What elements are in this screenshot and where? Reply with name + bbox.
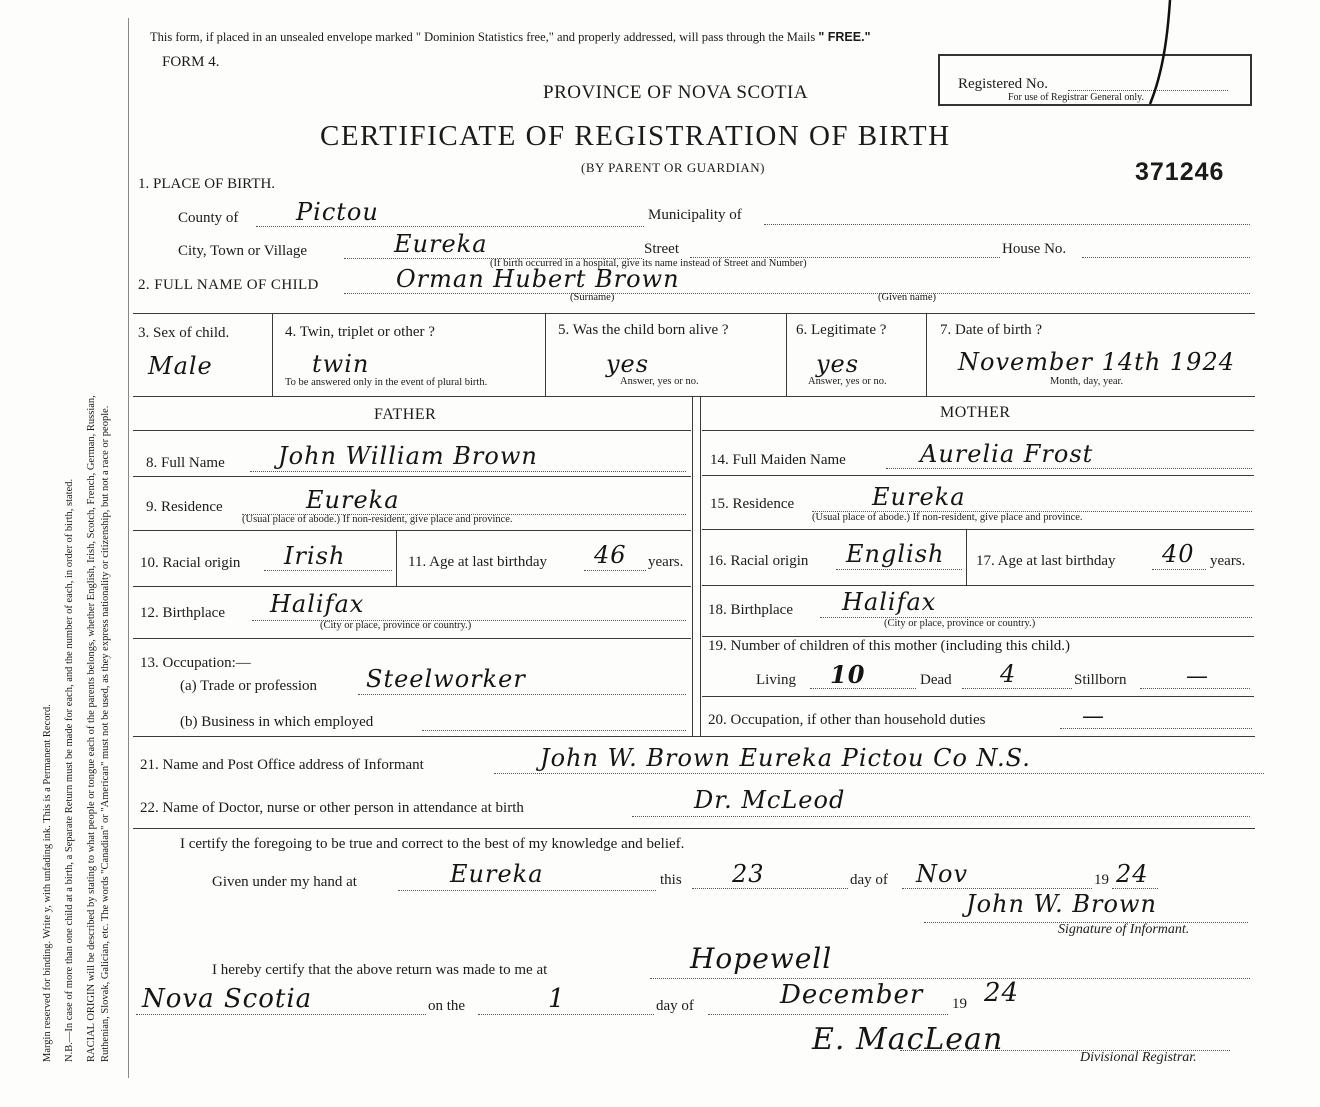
parents-bottom-rule [133, 736, 1255, 737]
legitimate-value: yes [816, 350, 860, 378]
registrar-province-value: Nova Scotia [142, 984, 313, 1014]
living-label: Living [756, 672, 796, 688]
form-number: FORM 4. [162, 54, 220, 70]
mother-residence-label: 15. Residence [710, 496, 795, 512]
mother-race-divider [966, 530, 967, 586]
father-row-rule-2 [133, 530, 691, 531]
city-label: City, Town or Village [178, 243, 308, 259]
father-heading: FATHER [374, 406, 437, 423]
father-name-line [250, 471, 686, 472]
father-age-value: 46 [594, 541, 627, 569]
registrar-province-line [136, 1014, 426, 1015]
hospital-note: (If birth occurred in a hospital, give its name instead of Street and Number) [490, 258, 807, 269]
father-residence-value: Eureka [306, 486, 400, 514]
dead-label: Dead [920, 672, 952, 688]
municipality-label: Municipality of [648, 207, 742, 223]
child-name-label: 2. FULL NAME OF CHILD [138, 277, 319, 293]
born-alive-note: Answer, yes or no. [620, 376, 699, 387]
mother-row-rule-5 [702, 696, 1254, 697]
trade-value: Steelworker [366, 665, 526, 693]
free-label: " FREE." [818, 30, 871, 44]
mother-heading-rule [702, 430, 1254, 431]
mother-residence-note: (Usual place of abode.) If non-resident, give place and province. [812, 512, 1083, 523]
certify-year-prefix: 19 [1094, 872, 1109, 888]
certificate-title: CERTIFICATE OF REGISTRATION OF BIRTH [320, 120, 951, 152]
dob-value: November 14th 1924 [958, 348, 1235, 376]
mother-occupation-value: — [1082, 704, 1105, 729]
mother-name-label: 14. Full Maiden Name [710, 452, 846, 468]
house-no-line [1082, 257, 1250, 258]
registrar-day-line [478, 1014, 654, 1015]
doctor-label: 22. Name of Doctor, nurse or other person in attendance at birth [140, 800, 524, 816]
registered-no-box [938, 54, 1252, 106]
day-of-label: day of [850, 872, 888, 888]
sex-value: Male [148, 352, 213, 380]
mother-age-line [1152, 569, 1206, 570]
postal-notice-text: This form, if placed in an unsealed envelope marked " Dominion Statistics free," and properly addressed, will pass through the Mails [150, 30, 816, 44]
father-age-line [584, 570, 646, 571]
surname-note: (Surname) [570, 292, 615, 303]
mother-name-line [886, 468, 1252, 469]
mother-age-value: 40 [1162, 540, 1195, 568]
registered-no-label: Registered No. [958, 76, 1048, 92]
dead-value: 4 [1000, 660, 1017, 688]
registrar-place-value: Hopewell [690, 942, 833, 975]
informant-signature: John W. Brown [966, 890, 1157, 918]
mother-years-label: years. [1210, 553, 1246, 569]
legitimate-note: Answer, yes or no. [808, 376, 887, 387]
certificate-subtitle: (BY PARENT OR GUARDIAN) [581, 160, 766, 175]
county-line [256, 226, 644, 227]
certify-year-value: 24 [1116, 860, 1149, 888]
mother-row-rule-4 [702, 636, 1254, 637]
stillborn-label: Stillborn [1074, 672, 1127, 688]
father-birthplace-label: 12. Birthplace [140, 605, 225, 621]
mother-race-label: 16. Racial origin [708, 553, 809, 569]
informant-value: John W. Brown Eureka Pictou Co N.S. [540, 744, 1031, 772]
registrar-month-line [708, 1014, 948, 1015]
dead-line [962, 688, 1072, 689]
given-name-note: (Given name) [878, 292, 937, 303]
col-divider-3 [786, 314, 787, 396]
twin-note: To be answered only in the event of plural birth. [285, 377, 488, 388]
father-race-line [264, 570, 392, 571]
divisional-registrar-label: Divisional Registrar. [1080, 1050, 1197, 1065]
twin-value: twin [312, 350, 370, 378]
father-race-label: 10. Racial origin [140, 555, 241, 571]
mother-residence-value: Eureka [872, 483, 966, 511]
col-divider-2 [545, 314, 546, 396]
children-count-label: 19. Number of children of this mother (including this child.) [708, 638, 1071, 654]
certify-rule [133, 828, 1255, 829]
margin-note-plural-birth: N.B.—In case of more than one child at a birth, a Separate Return must be made for each, and the number of each, in order of birth, stated. [64, 478, 75, 1062]
sex-label: 3. Sex of child. [138, 325, 230, 341]
registrar-statement: I hereby certify that the above return was made to me at [212, 962, 548, 978]
month-line [902, 888, 1092, 889]
dob-note: Month, day, year. [1050, 376, 1124, 387]
trade-line [358, 694, 686, 695]
child-name-value: Orman Hubert Brown [396, 265, 680, 293]
given-under-label: Given under my hand at [212, 874, 357, 890]
mother-row-rule-2 [702, 529, 1254, 530]
certify-statement: I certify the foregoing to be true and correct to the best of my knowledge and belief. [180, 836, 685, 852]
on-the-label: on the [428, 998, 466, 1014]
certify-day-value: 23 [732, 860, 765, 888]
mother-occupation-label: 20. Occupation, if other than household duties [708, 712, 986, 728]
house-no-label: House No. [1002, 241, 1067, 257]
doctor-line [632, 816, 1250, 817]
mother-birthplace-note: (City or place, province or country.) [884, 618, 1036, 629]
postal-notice [150, 30, 871, 45]
father-residence-note: (Usual place of abode.) If non-resident, give place and province. [242, 514, 513, 525]
registrar-year-prefix: 19 [952, 996, 967, 1012]
mother-birthplace-value: Halifax [842, 588, 937, 616]
born-alive-label: 5. Was the child born alive ? [558, 322, 729, 338]
mother-birthplace-label: 18. Birthplace [708, 602, 793, 618]
informant-line [494, 773, 1264, 774]
parents-divider-b [700, 396, 701, 736]
mother-race-value: English [846, 540, 945, 568]
dob-label: 7. Date of birth ? [940, 322, 1043, 338]
col-divider-4 [926, 314, 927, 396]
margin-note-racial-origin: RACIAL ORIGIN will be described by stating to what people or tongue each of the parents belongs, whether English, Irish, Scotch, French, German, Russian, [86, 395, 97, 1062]
given-place-line [398, 890, 656, 891]
county-value: Pictou [296, 198, 379, 226]
father-race-divider [396, 531, 397, 587]
margin-note-nationality: Ruthenian, Slovak, Galician, etc. The words "Canadian" or "American" must not be used, as they express nationality or citizenship, but not a race or people. [100, 405, 111, 1062]
certificate-number: 371246 [1135, 158, 1225, 186]
legitimate-label: 6. Legitimate ? [796, 322, 887, 338]
business-line [422, 730, 686, 731]
father-heading-rule [133, 430, 691, 431]
year-line [1112, 888, 1158, 889]
father-row-rule-4 [133, 638, 691, 639]
twin-label: 4. Twin, triplet or other ? [285, 324, 435, 340]
father-row-rule-3 [133, 586, 691, 587]
father-age-label: 11. Age at last birthday [408, 554, 547, 570]
county-label: County of [178, 210, 239, 226]
father-name-value: John William Brown [278, 442, 538, 470]
mother-age-label: 17. Age at last birthday [976, 553, 1116, 569]
informant-label: 21. Name and Post Office address of Informant [140, 757, 424, 773]
child-name-line [344, 293, 1250, 294]
registrar-month-value: December [780, 980, 924, 1010]
street-label: Street [644, 241, 679, 257]
registrar-year-value: 24 [984, 978, 1020, 1008]
margin-border [128, 18, 129, 1078]
father-birthplace-value: Halifax [270, 590, 365, 618]
given-place-value: Eureka [450, 860, 544, 888]
registrar-place-line [650, 978, 1250, 979]
business-label: (b) Business in which employed [180, 714, 374, 730]
mother-race-line [836, 569, 962, 570]
occupation-label: 13. Occupation:— [140, 655, 251, 671]
this-label: this [660, 872, 682, 888]
born-alive-value: yes [606, 350, 650, 378]
mother-row-rule-3 [702, 585, 1254, 586]
doctor-value: Dr. McLeod [694, 786, 846, 814]
place-of-birth-heading: 1. PLACE OF BIRTH. [138, 176, 276, 192]
mother-name-value: Aurelia Frost [920, 440, 1094, 468]
signature-informant-label: Signature of Informant. [1058, 922, 1190, 937]
day-line [692, 888, 848, 889]
mother-heading: MOTHER [940, 404, 1011, 421]
municipality-line [764, 224, 1250, 225]
ink-stroke-mark [1130, 0, 1180, 110]
living-value: 10 [830, 660, 866, 689]
registrar-use-note: For use of Registrar General only. [1008, 92, 1144, 103]
trade-label: (a) Trade or profession [180, 678, 318, 694]
province-heading: PROVINCE OF NOVA SCOTIA [543, 82, 809, 103]
registrar-day-value: 1 [548, 984, 566, 1014]
row-divider-top [133, 313, 1255, 314]
registrar-day-of-label: day of [656, 998, 694, 1014]
certify-month-value: Nov [916, 860, 969, 888]
father-race-value: Irish [284, 542, 346, 570]
parents-divider-a [692, 396, 693, 736]
city-value: Eureka [394, 230, 488, 258]
father-years-label: years. [648, 554, 684, 570]
col-divider-1 [272, 314, 273, 396]
father-row-rule-1 [133, 476, 691, 477]
registrar-signature: E. MacLean [812, 1022, 1004, 1057]
father-residence-label: 9. Residence [146, 499, 223, 515]
father-name-label: 8. Full Name [146, 455, 225, 471]
father-birthplace-note: (City or place, province or country.) [320, 620, 472, 631]
row-divider-parents [133, 396, 1255, 397]
stillborn-value: — [1186, 664, 1209, 689]
mother-row-rule-1 [702, 475, 1254, 476]
margin-note-binding: Margin reserved for binding. Write y, with unfading ink. This is a Permanent Record. [42, 704, 53, 1062]
